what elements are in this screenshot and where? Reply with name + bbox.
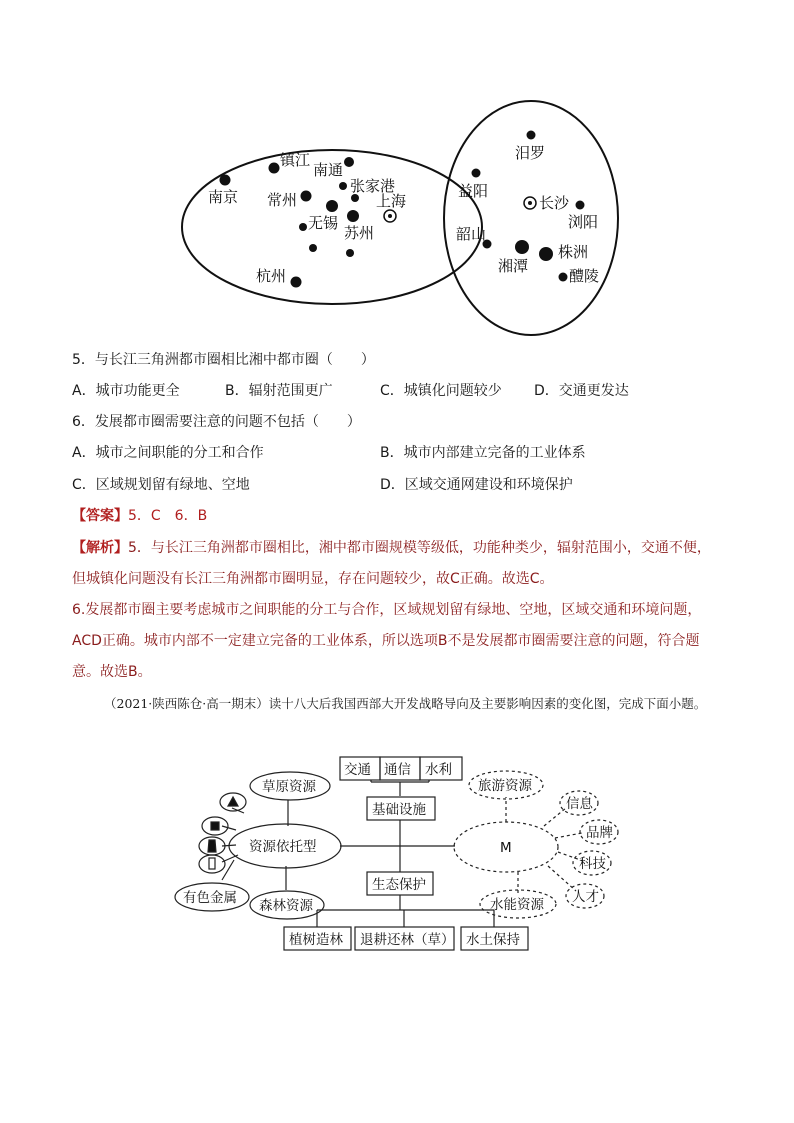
q5-option-a[interactable]: A．城市功能更全 [72, 383, 180, 399]
triangle-icon [228, 797, 238, 806]
question-5-stem: 5．与长江三角洲都市圈相比湘中都市圈（ ） [72, 352, 375, 368]
tourism-resource: 旅游资源 [478, 778, 532, 794]
map-label-suzhou: 苏州 [344, 224, 375, 242]
hydropower-resource: 水能资源 [490, 897, 544, 913]
q5-option-d[interactable]: D．交通更发达 [534, 383, 629, 399]
map-label-wuxi: 无锡 [308, 214, 339, 232]
m-label: M [500, 840, 512, 856]
q6-option-c[interactable]: C．区域规划留有绿地、空地 [72, 477, 250, 493]
square-icon [211, 822, 219, 830]
info-item: 信息 [566, 796, 593, 812]
analysis-paragraph-2: 6.发展都市圈主要考虑城市之间职能的分工与合作，区域规划留有绿地、空地，区域交通和环境问题，ACD正确。城市内部不一定建立完备的工业体系，所以选项B不是发展都市圈需要注意的问题，符合题意。故选B。 [72, 602, 702, 680]
analysis-text-1: 5．与长江三角洲都市圈相比，湘中都市圈规模等级低，功能种类少，辐射范围小，交通不便，但城镇化问题没有长江三角洲都市圈明显，存在问题较少，故C正确。故选C。 [72, 540, 711, 587]
box-transport: 交通 [344, 762, 371, 778]
answer-text: 5．C 6．B [128, 508, 208, 524]
nonferrous-metal: 有色金属 [183, 890, 237, 906]
resource-dependent: 资源依托型 [249, 839, 317, 855]
map-label-hangzhou: 杭州 [256, 267, 287, 285]
question-6-stem: 6．发展都市圈需要注意的问题不包括（ ） [72, 414, 361, 430]
map-label-zhangjiagang: 张家港 [350, 177, 396, 195]
gas-icon [209, 858, 215, 869]
box-water-conservancy: 水利 [425, 762, 452, 778]
box-communication: 通信 [384, 762, 411, 778]
forest-resource: 森林资源 [259, 898, 313, 914]
box-afforestation: 植树造林 [289, 932, 343, 948]
analysis-tag: 【解析】 [72, 540, 128, 556]
q5-option-b[interactable]: B．辐射范围更广 [225, 383, 333, 399]
map-label-zhenjiang: 镇江 [280, 151, 311, 169]
q6-option-a[interactable]: A．城市之间职能的分工和合作 [72, 445, 264, 461]
map-label-yiyang: 益阳 [458, 182, 489, 200]
map-label-nanjing: 南京 [208, 188, 239, 206]
map-label-zhuzhou: 株洲 [558, 243, 589, 261]
map-label-liuyang: 浏阳 [568, 213, 599, 231]
question-source: （2021·陕西陈仓·高一期末）读十八大后我国西部大开发战略导向及主要影响因素的变化图，完成下面小题。 [104, 696, 707, 711]
ecological-protection: 生态保护 [372, 877, 426, 893]
q6-option-d[interactable]: D．区域交通网建设和环境保护 [380, 477, 573, 493]
box-return-farmland: 退耕还林（草） [360, 932, 455, 948]
q5-option-c[interactable]: C．城镇化问题较少 [380, 383, 502, 399]
grass-resource: 草原资源 [262, 779, 316, 795]
map-label-xiangtan: 湘潭 [498, 257, 529, 275]
oil-icon [208, 840, 216, 852]
map-label-liling: 醴陵 [569, 267, 600, 285]
q6-option-b[interactable]: B．城市内部建立完备的工业体系 [380, 445, 586, 461]
brand-item: 品牌 [586, 825, 613, 841]
map-label-miluo: 汨罗 [515, 144, 546, 162]
answer-tag: 【答案】 [72, 508, 128, 524]
tech-item: 科技 [579, 856, 606, 872]
box-infrastructure: 基础设施 [372, 802, 426, 818]
map-label-nantong: 南通 [313, 161, 344, 179]
talent-item: 人才 [572, 889, 599, 905]
box-soil-conservation: 水土保持 [466, 932, 520, 948]
map-label-changzhou: 常州 [267, 191, 298, 209]
map-label-shanghai: 上海 [376, 192, 407, 210]
map-label-changsha: 长沙 [539, 194, 570, 212]
map-label-shaoshan: 韶山 [456, 225, 487, 243]
